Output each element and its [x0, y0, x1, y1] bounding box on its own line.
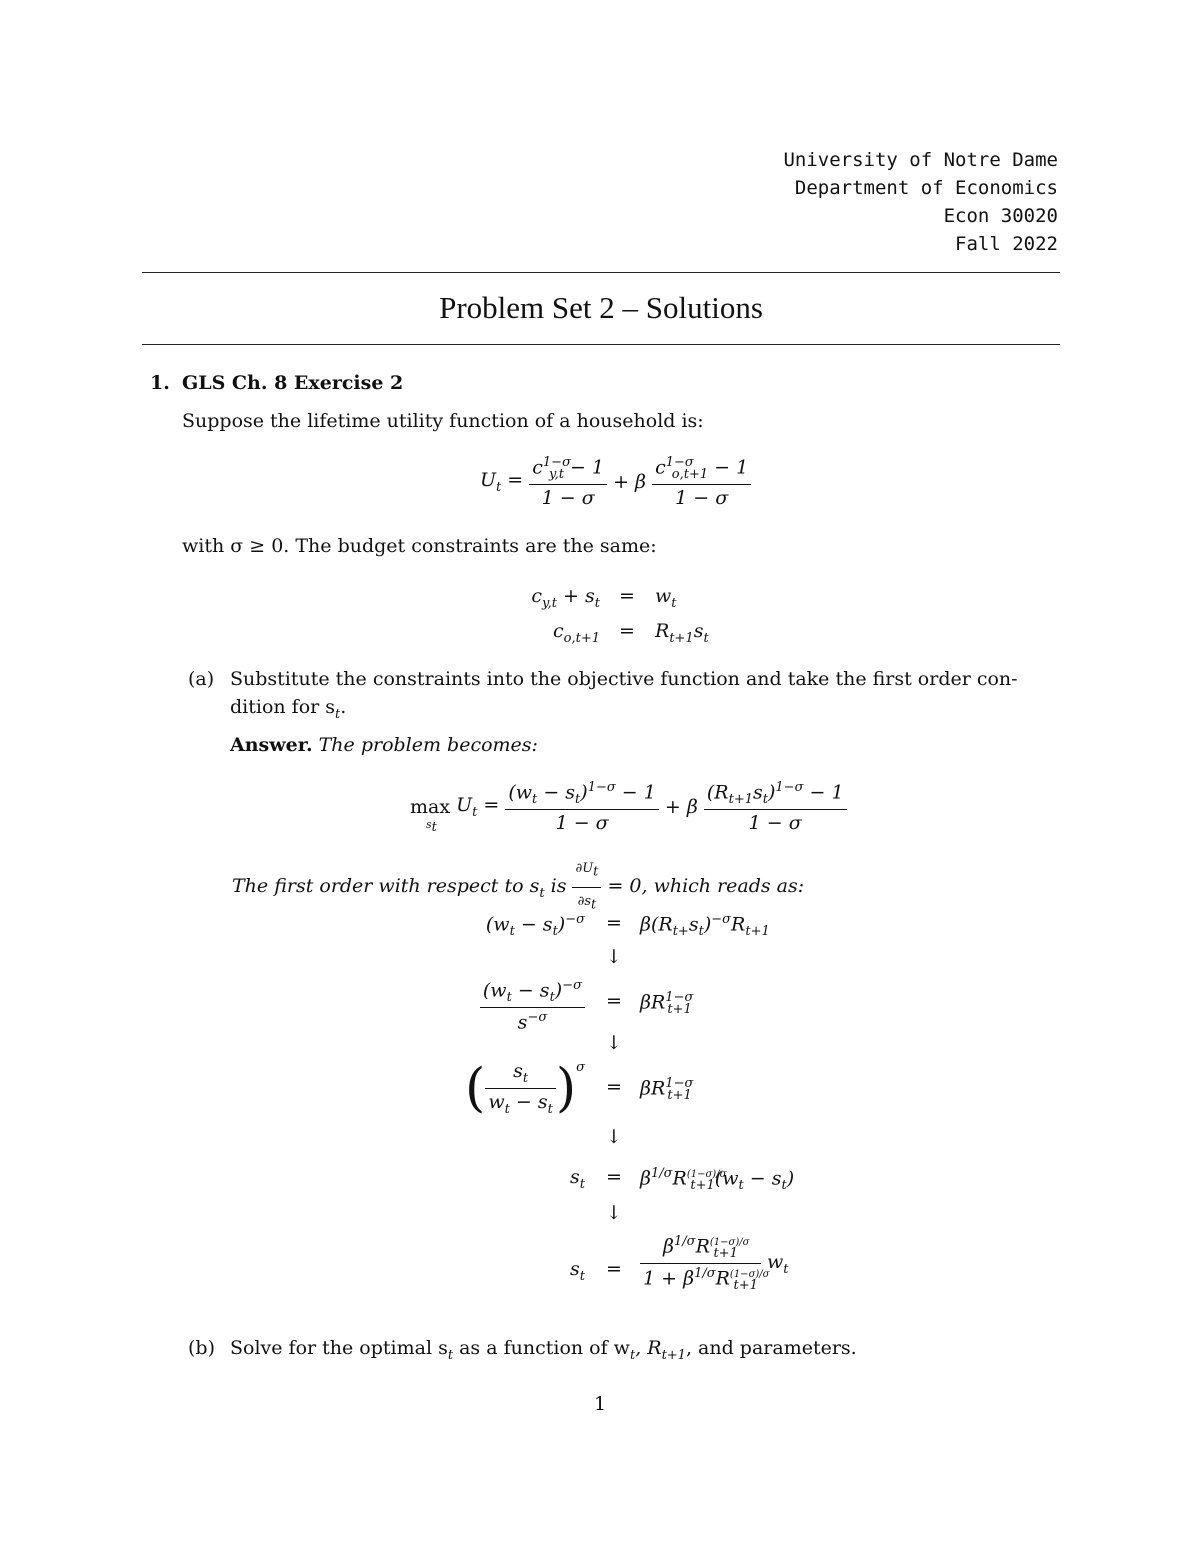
part-a-line1: Substitute the constraints into the objective function and take the first order con-: [230, 668, 1018, 690]
deriv-4-lhs: $s_t$: [570, 1166, 585, 1192]
part-b-text: Solve for the optimal $s_t$ as a function of $w_t$, $R_{t+1}$, and parameters.: [230, 1337, 857, 1363]
utility-equation: $U_t$ = $\frac{c^{1-\sigma}_{y,t} - 1}{1 - \sigma}$ + β $\frac{c^{1-\sigma}_{o,t+1} - 1}{1 - \sigma}$: [480, 455, 751, 509]
down-arrow-3: ↓: [606, 1126, 622, 1148]
down-arrow-4: ↓: [606, 1202, 622, 1224]
problem-heading: GLS Ch. 8 Exercise 2: [182, 372, 404, 394]
constraint-2-eq: =: [619, 620, 635, 642]
title-rule-top: [142, 272, 1060, 273]
deriv-3-rhs: $\beta R^{1-\sigma}_{t+1}$: [640, 1076, 694, 1104]
constraint-2-lhs: $c_{o,t+1}$: [552, 620, 600, 646]
deriv-3-eq: =: [606, 1076, 622, 1098]
deriv-1-lhs: $(w_t - s_t)^{-\sigma}$: [485, 912, 585, 940]
max-subscript: $s_t$: [426, 818, 437, 836]
max-equation: $\max U_t$ = $\frac{(w_t - s_t)^{1-\sigma} - 1}{1 - \sigma}$ + β $\frac{(R_{t+1}s_t)^{1-\sigma} - 1}{1 - \sigma}$: [410, 780, 847, 834]
page-title: Problem Set 2 – Solutions: [439, 290, 763, 325]
answer-label: Answer.: [230, 734, 313, 756]
header-block: [783, 146, 1058, 258]
constraint-1-lhs: $c_{y,t} + s_t$: [531, 585, 600, 611]
foc-text: The first order with respect to $s_t$ is $\frac{\partial U_t}{\partial s_t}$ = 0, which reads as:: [232, 855, 804, 919]
header-department: Department of Economics: [794, 177, 1058, 199]
title-rule-bottom: [142, 344, 1060, 345]
constraint-2-rhs: $R_{t+1}s_t$: [655, 620, 709, 646]
deriv-2-rhs: $\beta R^{1-\sigma}_{t+1}$: [640, 990, 694, 1018]
part-a-label: (a): [188, 668, 215, 690]
header-term: Fall 2022: [955, 233, 1058, 255]
constraint-1-eq: =: [619, 585, 635, 607]
deriv-1-eq: =: [606, 912, 622, 934]
problem-number: 1.: [150, 372, 170, 394]
answer-line: [230, 731, 538, 759]
deriv-5-eq: =: [606, 1258, 622, 1280]
header-course: Econ 30020: [943, 205, 1058, 227]
page-number: 1: [593, 1393, 607, 1415]
deriv-5-lhs: $s_t$: [570, 1258, 585, 1284]
constraint-1-rhs: $w_t$: [655, 585, 677, 611]
intro-text: Suppose the lifetime utility function of a household is:: [182, 410, 704, 432]
header-university: University of Notre Dame: [783, 149, 1058, 171]
deriv-1-rhs: $\beta(R_{t+}s_t)^{-\sigma}R_{t+1}$: [640, 912, 770, 940]
deriv-4-rhs: $\beta^{1/\sigma}R^{(1-\sigma)/\sigma}_{t+1}(w_t - s_t)$: [640, 1166, 795, 1194]
part-b-label: (b): [188, 1337, 215, 1359]
deriv-2-lhs: $\frac{(w_t - s_t)^{-\sigma}}{s^{-\sigma}}$: [440, 978, 585, 1033]
deriv-2-eq: =: [606, 990, 622, 1012]
answer-text: The problem becomes:: [318, 734, 538, 756]
with-sigma-text: with σ ≥ 0. The budget constraints are the same:: [182, 535, 657, 557]
deriv-5-rhs: $\frac{\beta^{1/\sigma}R^{(1-\sigma)/\sigma}_{t+1}}{1 + \beta^{1/\sigma}R^{(1-\sigma)/\sigma}_{t+1}}$ $w_t$: [640, 1234, 788, 1293]
down-arrow-1: ↓: [606, 946, 622, 968]
deriv-3-lhs: ( $\frac{s_t}{w_t - s_t}$ )$^\sigma$: [465, 1058, 585, 1119]
part-a-line2: dition for $s_t$.: [230, 696, 347, 722]
deriv-4-eq: =: [606, 1166, 622, 1188]
down-arrow-2: ↓: [606, 1032, 622, 1054]
